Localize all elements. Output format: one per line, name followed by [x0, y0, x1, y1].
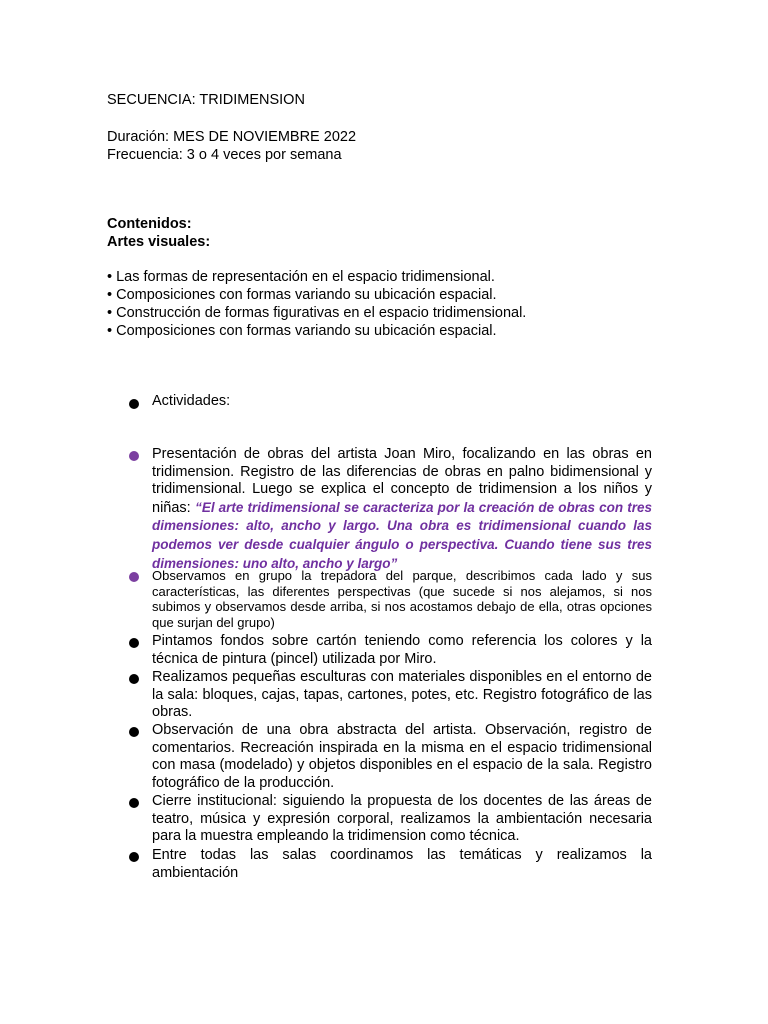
contents-item: • Construcción de formas figurativas en el espacio tridimensional. [107, 305, 527, 321]
bullet-icon [129, 451, 139, 461]
activity-item: Cierre institucional: siguiendo la propuesta de los docentes de las áreas de teatro, música y expresión corporal, realizamos la ambientación necesaria para la muestra empleando la tridimension como técnica. [152, 793, 652, 845]
bullet-icon [129, 674, 139, 684]
contents-item: • Las formas de representación en el espacio tridimensional. [107, 269, 495, 285]
activity-item: Entre todas las salas coordinamos las temáticas y realizamos la ambientación [152, 847, 652, 881]
bullet-icon [129, 727, 139, 737]
activity-quote: “El arte tridimensional se caracteriza por la creación de obras con tres dimensiones: alto, ancho y largo. Una obra es tridimensional cuando las podemos ver desde cualquier ángulo o perspectiva. Cuando tiene sus tres dimensiones: uno alto, ancho y largo” [152, 499, 652, 571]
activity-item: Observación de una obra abstracta del artista. Observación, registro de comentarios. Recreación inspirada en la misma en el espacio tridimensional con masa (modelado) y objetos disponibles en el espacio de la sala. Registro fotográfico de la producción. [152, 722, 652, 791]
contents-item: • Composiciones con formas variando su ubicación espacial. [107, 323, 497, 339]
duration-line: Duración: MES DE NOVIEMBRE 2022 [107, 129, 357, 145]
contents-item: • Composiciones con formas variando su ubicación espacial. [107, 287, 497, 303]
activity-item: Observamos en grupo la trepadora del parque, describimos cada lado y sus características, las diferentes perspectivas (que sucede si nos alejamos, si nos subimos y observamos desde arriba, si nos acostamos debajo de ella, otras opciones que surjan del grupo) [152, 568, 652, 630]
activities-heading: Actividades: [152, 393, 231, 409]
frequency-line: Frecuencia: 3 o 4 veces por semana [107, 147, 342, 163]
activity-item: Pintamos fondos sobre cartón teniendo como referencia los colores y la técnica de pintura (pincel) utilizada por Miro. [152, 633, 652, 667]
contents-subheading: Artes visuales: [107, 234, 211, 250]
bullet-icon [129, 572, 139, 582]
bullet-icon [129, 798, 139, 808]
bullet-icon [129, 638, 139, 648]
activity-item: Realizamos pequeñas esculturas con materiales disponibles en el entorno de la sala: bloques, cajas, tapas, cartones, potes, etc. Registro fotográfico de las obras. [152, 669, 652, 721]
contents-heading: Contenidos: [107, 216, 192, 232]
bullet-icon [129, 399, 139, 409]
bullet-icon [129, 852, 139, 862]
document-title: SECUENCIA: TRIDIMENSION [107, 92, 305, 108]
activity-item [152, 446, 652, 573]
activity-text: Presentación de obras del artista Joan Miro, focalizando en las obras en tridimension. Registro de las diferencias de obras en palno bidimensional y tridimensional. Luego se explica el concepto de tridimension a los niños y niñas: [152, 446, 652, 516]
